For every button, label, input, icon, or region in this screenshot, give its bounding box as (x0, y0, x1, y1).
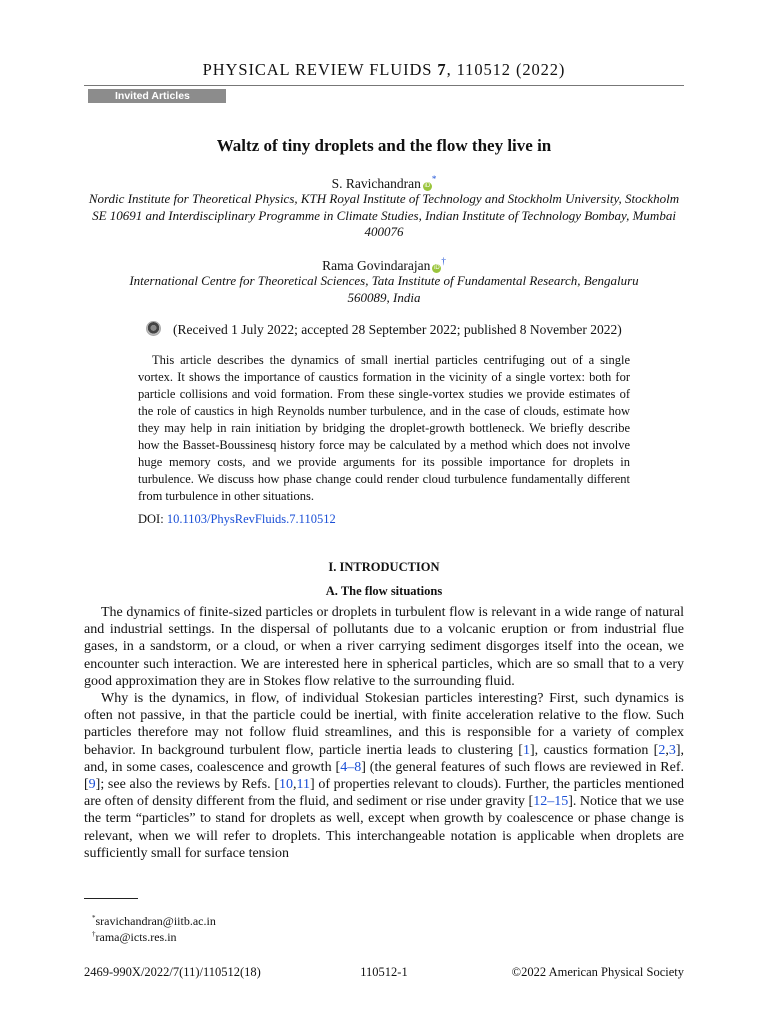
section-heading: I. INTRODUCTION (328, 560, 440, 574)
footnote-2 (92, 930, 177, 945)
author-1-mark[interactable]: * (431, 174, 437, 184)
doi-link[interactable]: 10.1103/PhysRevFluids.7.110512 (166, 512, 336, 526)
footnote-mark: * (92, 914, 96, 922)
publication-history (146, 321, 622, 337)
journal-volume: 7 (437, 60, 447, 79)
citation-link[interactable]: 3 (668, 742, 676, 758)
author-2-affiliation: International Centre for Theoretical Sciences, Tata Institute of Fundamental Research, Bengaluru 560089, India (129, 273, 639, 305)
text-span: Why is the dynamics, in flow, of individual Stokesian particles interesting? First, such dynamics is often not passive, in that the particle could be inertial, with finite acceleration relative to the flow. Such particles therefore may not follow fluid streamlines, and this is responsible for a variety of complex behavior. In background turbulent flow, particle inertia leads to clustering [ (84, 691, 684, 758)
text-span: , (665, 742, 669, 758)
author-2-mark[interactable]: † (441, 256, 446, 266)
article-title: Waltz of tiny droplets and the flow they live in (216, 136, 552, 155)
paragraph-2 (84, 690, 684, 862)
footer-page-number: 110512-1 (360, 965, 408, 979)
text-span: ]; see also the reviews by Refs. [ (95, 777, 279, 793)
footnote-rule (84, 898, 138, 899)
paragraph-1: The dynamics of finite-sized particles or droplets in turbulent flow is relevant in a wide range of natural and industrial settings. In the dispersal of pollutants due to a volcanic eruption or from industrial flue gases, in a sandstorm, or a cloud, or when a river carrying sediment disgorges itself into the ocean, we encounter such interaction. We are interested here in spherical particles, which are so small that to a very good approximation they are in Stokes flow relative to the surrounding fluid. (84, 605, 684, 689)
article-type-badge: Invited Articles (88, 89, 226, 103)
header-rule (84, 85, 684, 86)
footnote-email[interactable]: sravichandran@iitb.ac.in (95, 914, 216, 928)
journal-article-year: , 110512 (2022) (446, 60, 566, 79)
journal-name: PHYSICAL REVIEW FLUIDS (202, 60, 433, 79)
citation-link[interactable]: 2 (658, 742, 666, 758)
text-span: , (292, 777, 297, 793)
text-span: ], caustics formation [ (529, 742, 659, 758)
author-1-affiliation: Nordic Institute for Theoretical Physics, KTH Royal Institute of Technology and Stockholm University, Stockholm SE 10691 and Interdisciplinary Programme in Climate Studies, Indian Institute of Technology Bombay, Mumbai 400076 (88, 191, 680, 240)
author-1-name: S. Ravichandran (331, 176, 421, 191)
doi-label: DOI: (138, 512, 164, 526)
author-2-name: Rama Govindarajan (322, 258, 431, 273)
orcid-icon[interactable]: iD (424, 183, 431, 189)
orcid-icon[interactable]: iD (434, 265, 440, 271)
author-2 (84, 256, 684, 274)
journal-header (0, 60, 768, 80)
text-span: ], and, in some cases, coalescence and growth [ (84, 742, 685, 775)
text-span: ] of properties relevant to clouds). Further, the particles mentioned are often of density different from the fluid, and sediment or rise under gravity [ (84, 777, 684, 810)
footnote-email[interactable]: rama@icts.res.in (95, 930, 177, 944)
author-1 (84, 174, 684, 192)
abstract: This article describes the dynamics of small inertial particles centrifuging out of a single vortex. It shows the importance of caustics formation in the vicinity of a single vortex: both for particle collisions and void formation. From these single-vortex studies we provide estimates of the role of caustics in high Reynolds number turbulence, and in the case of clouds, estimate how they may help in rain initiation by bridging the droplet-growth bottleneck. We briefly describe how the Basset-Boussinesq history force may be calculated by a method which does not involve huge memory costs, and we provide arguments for its possible importance for droplets in turbulence. We discuss how phase change could render cloud turbulence fundamentally different from turbulence in other situations. (138, 353, 630, 503)
doi-line (138, 512, 336, 527)
body-text (84, 604, 684, 862)
citation-link[interactable]: 11 (296, 777, 310, 793)
citation-link[interactable]: 12–15 (533, 794, 569, 810)
subsection-heading: A. The flow situations (325, 584, 443, 598)
citation-link[interactable]: 10 (278, 777, 293, 793)
citation-link[interactable]: 9 (88, 777, 96, 793)
footnote-1 (92, 914, 216, 929)
crossmark-icon[interactable] (146, 321, 161, 336)
text-span: ]. Notice that we use the term “particles” to stand for droplets as well, except when growth by coalescence or phase change is relevant, when we will refer to droplets. This interchangeable notation is applicable when droplets are sufficiently small for surface tension (84, 794, 684, 861)
footer-copyright: ©2022 American Physical Society (511, 965, 684, 979)
footnote-mark: † (92, 930, 96, 938)
citation-link[interactable]: 4–8 (340, 759, 362, 775)
footer-issn: 2469-990X/2022/7(11)/110512(18) (84, 965, 261, 979)
citation-link[interactable]: 1 (522, 742, 530, 758)
received-dates: (Received 1 July 2022; accepted 28 September 2022; published 8 November 2022) (173, 322, 622, 337)
text-span: ] (the general features of such flows are reviewed in Ref. [ (84, 759, 684, 793)
